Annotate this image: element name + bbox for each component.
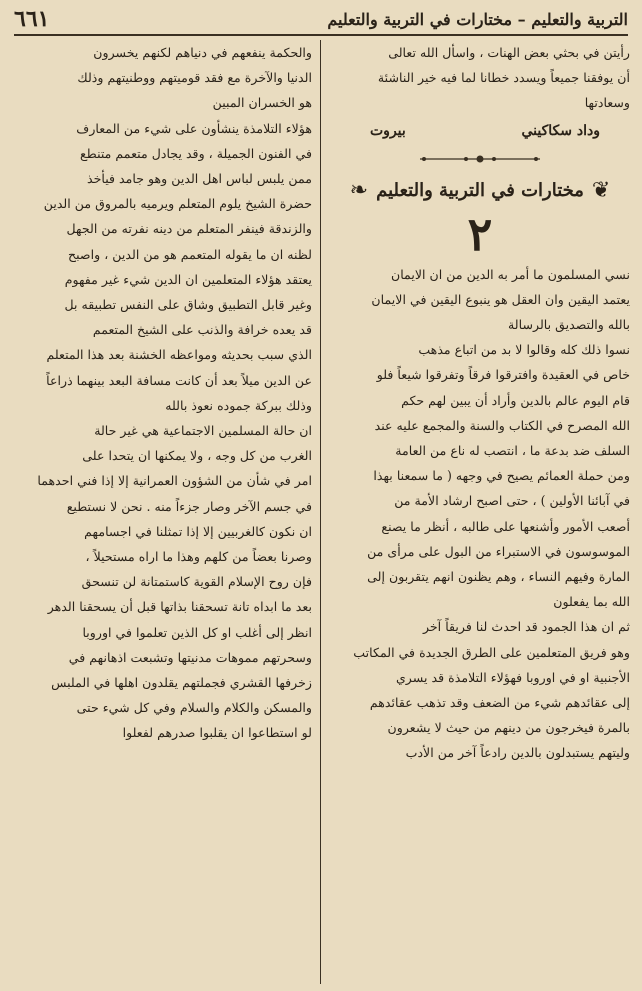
signature-place: بيروت (370, 122, 406, 139)
ornamental-divider (330, 146, 630, 172)
body-line: الأجنبية او في اوروبا فهؤلاء التلامذة قد يسري (395, 669, 630, 685)
body-line: عن الدين ميلاً بعد أن كانت مسافة البعد بينهما ذراعاً (46, 372, 312, 388)
body-line: المارة وفيهم النساء ، وهم يظنون انهم يتقربون إلى (367, 569, 630, 585)
signature (330, 116, 630, 146)
body-line: ان حالة المسلمين الاجتماعية هي غير حالة (94, 423, 312, 439)
body-line: هو الخسران المبين (212, 95, 312, 111)
body-line: بعد ما ابداه تانة تسحقنا بذاتها قبل أن يسحقنا الدهر (47, 599, 312, 615)
signature-author: وداد سكاكيني (521, 122, 600, 139)
body-line: السلف ضد بدعة ما ، انتصب له ناع من العامة (395, 443, 630, 459)
body-line: امر في شأن من الشؤون العمرانية إلا إذا فني احدهما (37, 473, 312, 489)
body-line: ثم ان هذا الجمود قد احدث لنا فريقاً آخر (422, 619, 630, 635)
body-line: في جسم الآخر وصار جزءاً منه . نحن لا نستطيع (66, 498, 312, 514)
flourish-icon: ❦ (591, 177, 611, 203)
part-number: ٢ (467, 206, 493, 261)
body-line: نسي المسلمون ما أمر به الدين من ان الايمان (390, 266, 630, 282)
body-line: الموسوسون في الاستبراء من البول على مرأى من (367, 543, 630, 559)
body-line: وسحرتهم مموهات مدنيتها وتشبعت اذهانهم في (68, 649, 312, 665)
body-line: نسوا ذلك كله وقالوا لا بد من اتباع مذهب (418, 342, 630, 358)
body-line: لو استطاعوا ان يقلبوا صدرهم لفعلوا (122, 725, 312, 741)
body-line: الله بما يفعلون (553, 594, 630, 610)
body-line: في الفنون الجميلة ، وقد يجادل متعمم متنطع (80, 145, 312, 161)
body-line: إلى عقائدهم شيء من الضعف وقد تذهب عقائدهم (369, 695, 630, 711)
body-line: حضرة الشيخ يلوم المتعلم ويرميه بالمروق من الدين (43, 196, 312, 212)
body-line: وذلك ببركة جموده نعوذ بالله (165, 397, 312, 413)
intro-line: وسعادتها (584, 95, 630, 111)
right-column (330, 40, 630, 984)
body-line: يعتقد هؤلاء المتعلمين ان الدين شيء غير مفهوم (64, 271, 312, 287)
body-line: هؤلاء التلامذة ينشأون على شيء من المعارف (76, 120, 312, 136)
running-head-title: التربية والتعليم – مختارات في التربية والتعليم (327, 9, 628, 29)
section-heading (330, 176, 630, 206)
body-line: أصعب الأمور وأشنعها على طالبه ، أنظر ما يصنع (381, 518, 630, 534)
body-line: ان نكون كالغربيين إلا إذا تمثلنا في اجسامهم (84, 523, 312, 539)
body-line: الغرب من كل وجه ، ولا يمكنها ان يتحدا على (82, 448, 312, 464)
body-line: الله المصرح في الكتاب والسنة والمجمع عليه عند (374, 417, 630, 433)
flourish-icon: ❧ (349, 177, 369, 203)
body-line: بالمرة فيخرجون من دينهم من حيث لا يشعرون (387, 720, 630, 736)
left-column (14, 40, 312, 984)
body-line: وليتهم يستبدلون بالدين رادعاً آخر من الأدب (405, 745, 630, 761)
body-line: وصرنا بعضاً من كلهم وهذا ما اراه مستحيلاً ، (85, 549, 312, 565)
body-line: يعتمد اليقين وان العقل هو ينبوع اليقين في الايمان (371, 291, 630, 307)
body-line: الذي سبب بحديثه ومواعظه الخشنة بعد هذا المتعلم (46, 347, 312, 363)
body-line: انظر إلى أغلب او كل الذين تعلموا في اوروبا (82, 624, 312, 640)
intro-line: رأيتن في بحثي بعض الهنات ، واسأل الله تعالى (388, 45, 630, 60)
body-line: ممن يلبس لباس اهل الدين وهو جامد فيأخذ (87, 171, 312, 187)
body-line: والمسكن والكلام والسلام وفي كل شيء حتى (76, 700, 312, 716)
body-line: في آبائنا الأولين ) ، حتى اصبح ارشاد الأمة من (394, 493, 630, 509)
column-divider (320, 40, 321, 984)
intro-line: أن يوفقنا جميعاً ويسدد خطانا لما فيه خير الناشئة (377, 70, 630, 86)
body-line: وهو فريق المتعلمين على الطرق الجديدة في المكاتب (353, 644, 630, 660)
body-line: زخرفها القشري فجملتهم يقلدون اهلها في الملبس (51, 675, 312, 691)
body-line: ومن حملة العمائم يصيح في وجهه ( ما سمعنا بهذا (373, 468, 630, 484)
body-line: قام اليوم عالم بالدين وأراد أن يبين لهم حكم (401, 392, 630, 408)
body-line: والزندقة فينفر المتعلم من دينه نفرته من الجهل (66, 221, 312, 237)
body-line: وغير قابل التطبيق وشاق على النفس تطبيقه بل (64, 297, 312, 313)
ornament-rule-icon (420, 153, 540, 165)
running-head (14, 4, 628, 36)
section-title: مختارات في التربية والتعليم (376, 180, 584, 201)
body-line: والحكمة ينفعهم في دنياهم لكنهم يخسرون (93, 45, 312, 60)
body-line: الدنيا والآخرة مع فقد قوميتهم ووطنيتهم وذلك (77, 70, 312, 86)
body-line: قد يعده خرافة والذنب على الشيخ المتعمم (92, 322, 312, 338)
body-line: خاص في العقيدة وافترقوا فرقاً وتفرقوا شيعاً فلو (376, 367, 630, 383)
page-number: ٦٦١ (14, 6, 50, 32)
body-line: فإن روح الإسلام القوية كاستمتانة لن تنسحق (81, 574, 312, 590)
body-line: لظنه ان ما يقوله المتعمم هو من الدين ، واصبح (68, 246, 312, 262)
body-line: بالله والتصديق بالرسالة (508, 317, 630, 333)
